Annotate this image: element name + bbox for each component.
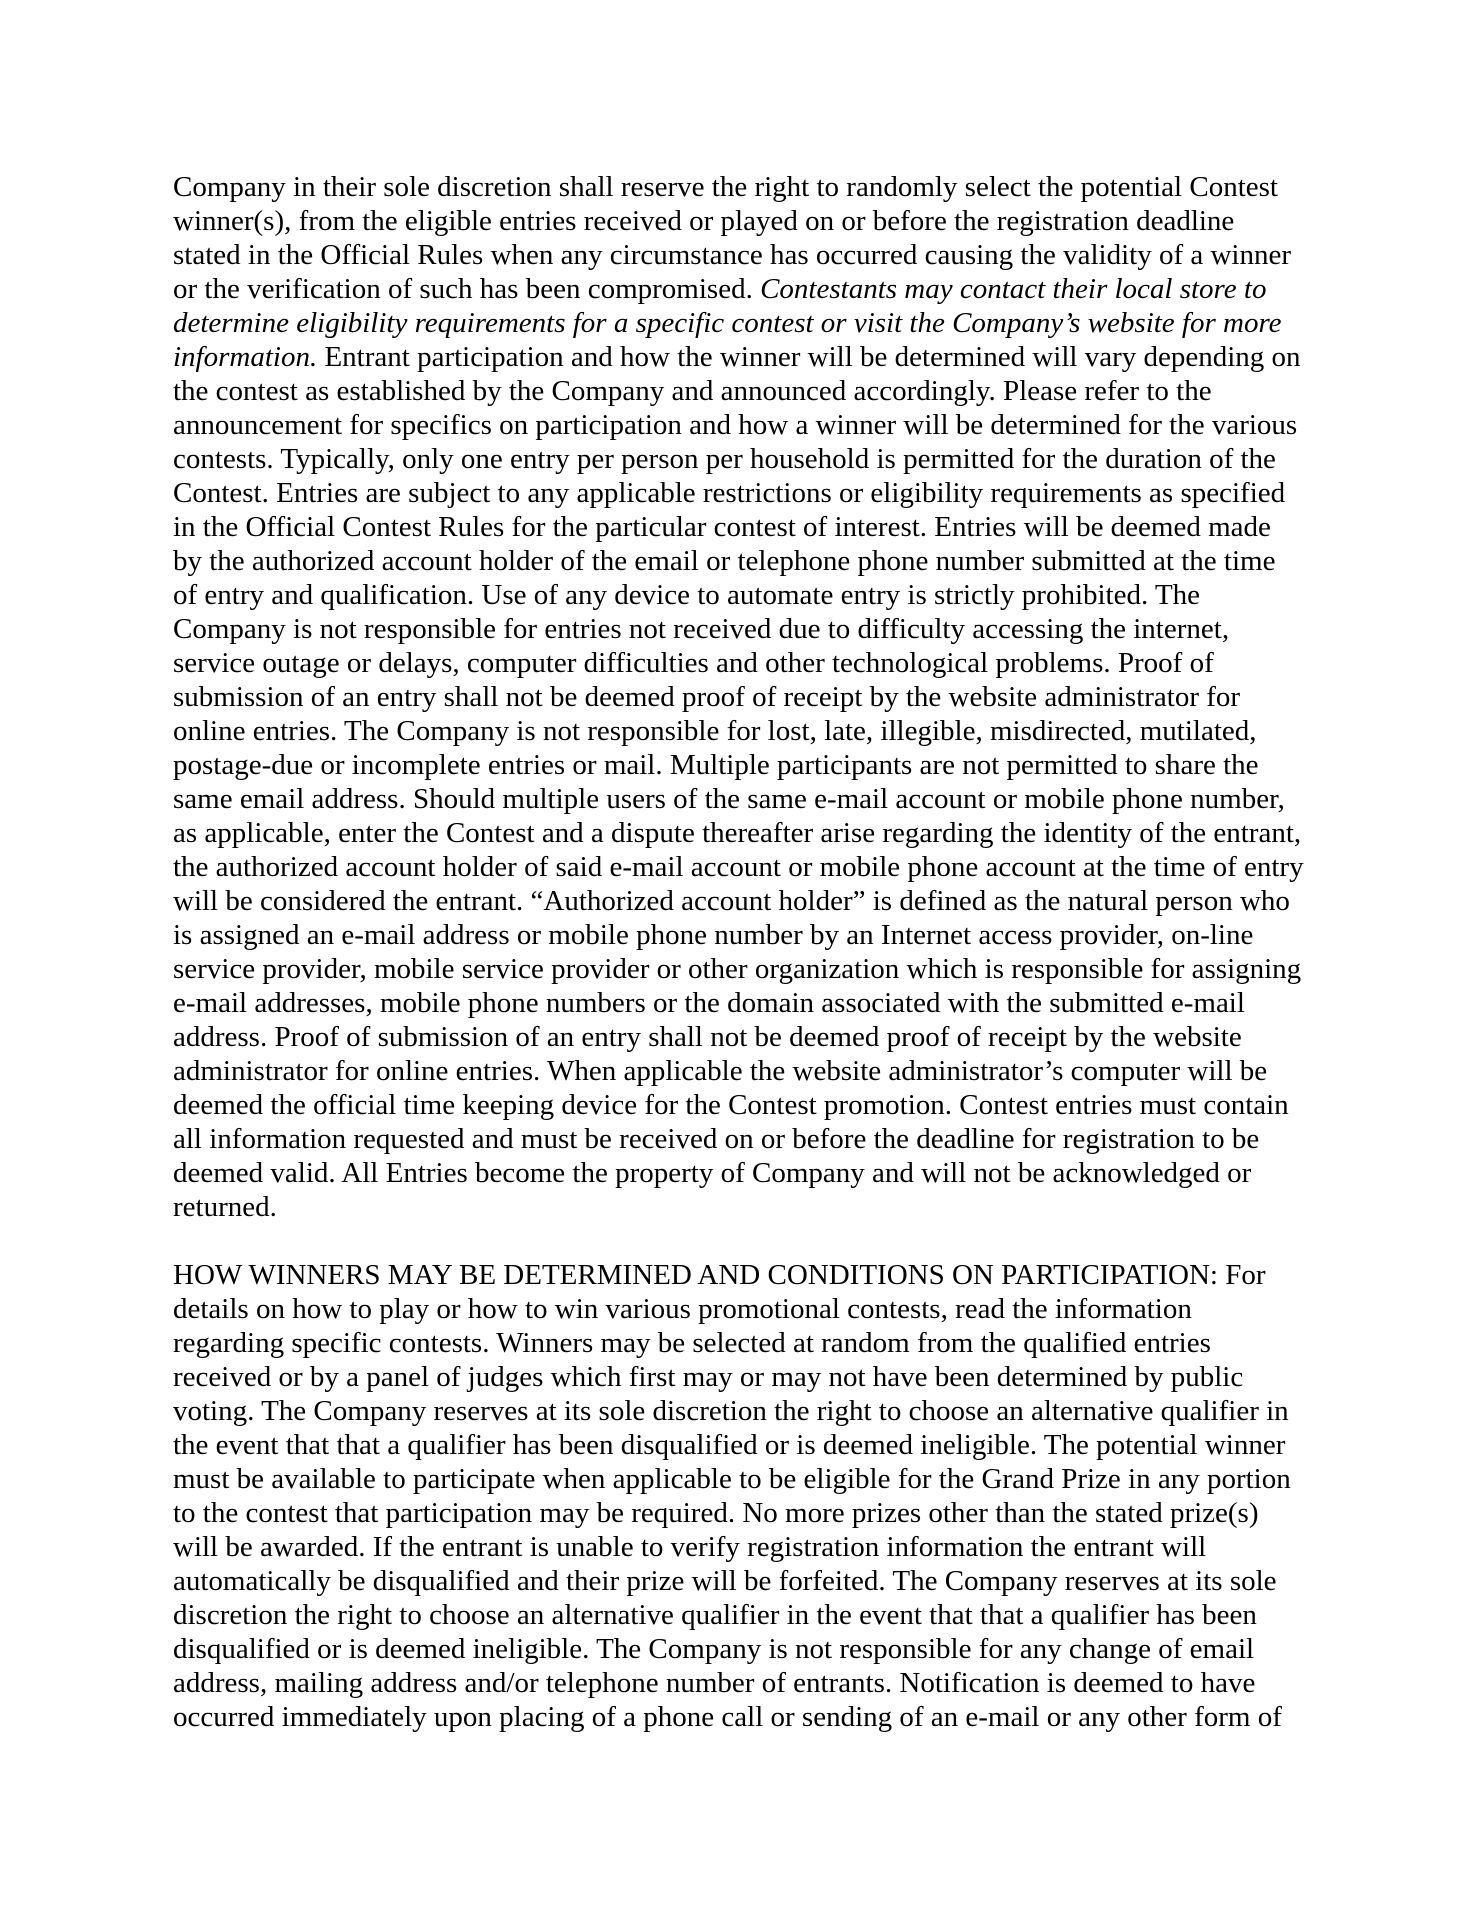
text-line (173, 1700, 1323, 1734)
text-line (173, 442, 1323, 476)
text-line (173, 1156, 1323, 1190)
text-segment: the event that that a qualifier has been disqualified or is deemed ineligible. The potential winner (173, 1429, 1286, 1461)
text-line (173, 374, 1323, 408)
text-line (173, 1190, 1323, 1224)
text-line (173, 714, 1323, 748)
text-segment: stated in the Official Rules when any circumstance has occurred causing the validity of a winner (173, 239, 1292, 271)
text-line (173, 1088, 1323, 1122)
text-line (173, 1632, 1323, 1666)
text-segment: the contest as established by the Company and announced accordingly. Please refer to the (173, 375, 1212, 407)
text-line (173, 1564, 1323, 1598)
text-line (173, 1428, 1323, 1462)
italic-text-segment: information. (173, 341, 318, 373)
italic-text-segment: Contestants may contact their local store to (760, 273, 1267, 305)
text-line (173, 1598, 1323, 1632)
contest-entries-paragraph (173, 170, 1323, 1224)
text-segment: occurred immediately upon placing of a phone call or sending of an e-mail or any other form of (173, 1701, 1282, 1733)
text-line (173, 986, 1323, 1020)
text-line (173, 204, 1323, 238)
text-line (173, 1020, 1323, 1054)
text-segment: of entry and qualification. Use of any device to automate entry is strictly prohibited. The (173, 579, 1201, 611)
text-line (173, 748, 1323, 782)
text-segment: will be awarded. If the entrant is unable to verify registration information the entrant will (173, 1531, 1207, 1563)
text-segment: voting. The Company reserves at its sole discretion the right to choose an alternative qualifier in (173, 1395, 1289, 1427)
text-segment: discretion the right to choose an alternative qualifier in the event that that a qualifier has been (173, 1599, 1257, 1631)
text-segment: address, mailing address and/or telephone number of entrants. Notification is deemed to have (173, 1667, 1256, 1699)
text-line (173, 782, 1323, 816)
text-segment: will be considered the entrant. “Authorized account holder” is defined as the natural person who (173, 885, 1290, 917)
text-segment: service provider, mobile service provider or other organization which is responsible for assigning (173, 953, 1302, 985)
text-line (173, 646, 1323, 680)
text-line (173, 1122, 1323, 1156)
text-line (173, 918, 1323, 952)
text-line (173, 1258, 1323, 1292)
text-segment: postage-due or incomplete entries or mail. Multiple participants are not permitted to share the (173, 749, 1259, 781)
text-segment: disqualified or is deemed ineligible. The Company is not responsible for any change of email (173, 1633, 1255, 1665)
text-line (173, 306, 1323, 340)
text-line (173, 510, 1323, 544)
text-line (173, 884, 1323, 918)
text-segment: Company is not responsible for entries not received due to difficulty accessing the internet, (173, 613, 1230, 645)
text-line (173, 578, 1323, 612)
how-winners-determined-paragraph (173, 1258, 1323, 1734)
text-line (173, 1326, 1323, 1360)
text-line (173, 1360, 1323, 1394)
text-segment: winner(s), from the eligible entries received or played on or before the registration deadline (173, 205, 1235, 237)
text-line (173, 476, 1323, 510)
text-line (173, 1462, 1323, 1496)
text-segment: address. Proof of submission of an entry shall not be deemed proof of receipt by the website (173, 1021, 1242, 1053)
text-segment: Contest. Entries are subject to any applicable restrictions or eligibility requirements as specified (173, 477, 1286, 509)
document-text (173, 170, 1323, 1734)
text-segment: Entrant participation and how the winner will be determined will vary depending on (317, 341, 1301, 373)
text-line (173, 816, 1323, 850)
text-segment: regarding specific contests. Winners may be selected at random from the qualified entries (173, 1327, 1211, 1359)
text-segment: service outage or delays, computer difficulties and other technological problems. Proof of (173, 647, 1214, 679)
text-segment: HOW WINNERS MAY BE DETERMINED AND CONDITIONS ON PARTICIPATION: For (173, 1259, 1266, 1291)
text-segment: administrator for online entries. When applicable the website administrator’s computer will be (173, 1055, 1268, 1087)
text-segment: announcement for specifics on participation and how a winner will be determined for the various (173, 409, 1298, 441)
text-segment: the authorized account holder of said e-mail account or mobile phone account at the time of entry (173, 851, 1304, 883)
text-line (173, 1666, 1323, 1700)
text-segment: to the contest that participation may be required. No more prizes other than the stated prize(s) (173, 1497, 1259, 1529)
text-line (173, 612, 1323, 646)
text-segment: Company in their sole discretion shall reserve the right to randomly select the potential Contest (173, 171, 1278, 203)
text-line (173, 1292, 1323, 1326)
text-segment: deemed valid. All Entries become the property of Company and will not be acknowledged or (173, 1157, 1252, 1189)
text-line (173, 170, 1323, 204)
text-line (173, 850, 1323, 884)
text-line (173, 1054, 1323, 1088)
text-segment: must be available to participate when applicable to be eligible for the Grand Prize in any portion (173, 1463, 1291, 1495)
text-segment: e-mail addresses, mobile phone numbers or the domain associated with the submitted e-mail (173, 987, 1245, 1019)
text-segment: automatically be disqualified and their prize will be forfeited. The Company reserves at its sole (173, 1565, 1277, 1597)
text-segment: all information requested and must be received on or before the deadline for registration to be (173, 1123, 1260, 1155)
text-segment: or the verification of such has been compromised. (173, 273, 761, 305)
text-segment: contests. Typically, only one entry per person per household is permitted for the duration of the (173, 443, 1276, 475)
text-segment: deemed the official time keeping device for the Contest promotion. Contest entries must contain (173, 1089, 1289, 1121)
text-segment: is assigned an e-mail address or mobile phone number by an Internet access provider, on-line (173, 919, 1254, 951)
text-line (173, 952, 1323, 986)
text-segment: in the Official Contest Rules for the particular contest of interest. Entries will be deemed made (173, 511, 1271, 543)
text-segment: returned. (173, 1191, 277, 1223)
text-line (173, 272, 1323, 306)
text-line (173, 1496, 1323, 1530)
text-line (173, 680, 1323, 714)
italic-text-segment: determine eligibility requirements for a specific contest or visit the Company’s website for more (173, 307, 1282, 339)
text-line (173, 1394, 1323, 1428)
text-line (173, 340, 1323, 374)
text-segment: details on how to play or how to win various promotional contests, read the information (173, 1293, 1192, 1325)
text-segment: by the authorized account holder of the email or telephone phone number submitted at the time (173, 545, 1276, 577)
text-segment: as applicable, enter the Contest and a dispute thereafter arise regarding the identity of the entrant, (173, 817, 1302, 849)
text-segment: same email address. Should multiple users of the same e-mail account or mobile phone number, (173, 783, 1285, 815)
text-line (173, 238, 1323, 272)
text-line (173, 408, 1323, 442)
text-segment: received or by a panel of judges which first may or may not have been determined by public (173, 1361, 1244, 1393)
text-segment: online entries. The Company is not responsible for lost, late, illegible, misdirected, mutilated, (173, 715, 1257, 747)
text-segment: submission of an entry shall not be deemed proof of receipt by the website administrator for (173, 681, 1241, 713)
text-line (173, 1530, 1323, 1564)
text-line (173, 544, 1323, 578)
